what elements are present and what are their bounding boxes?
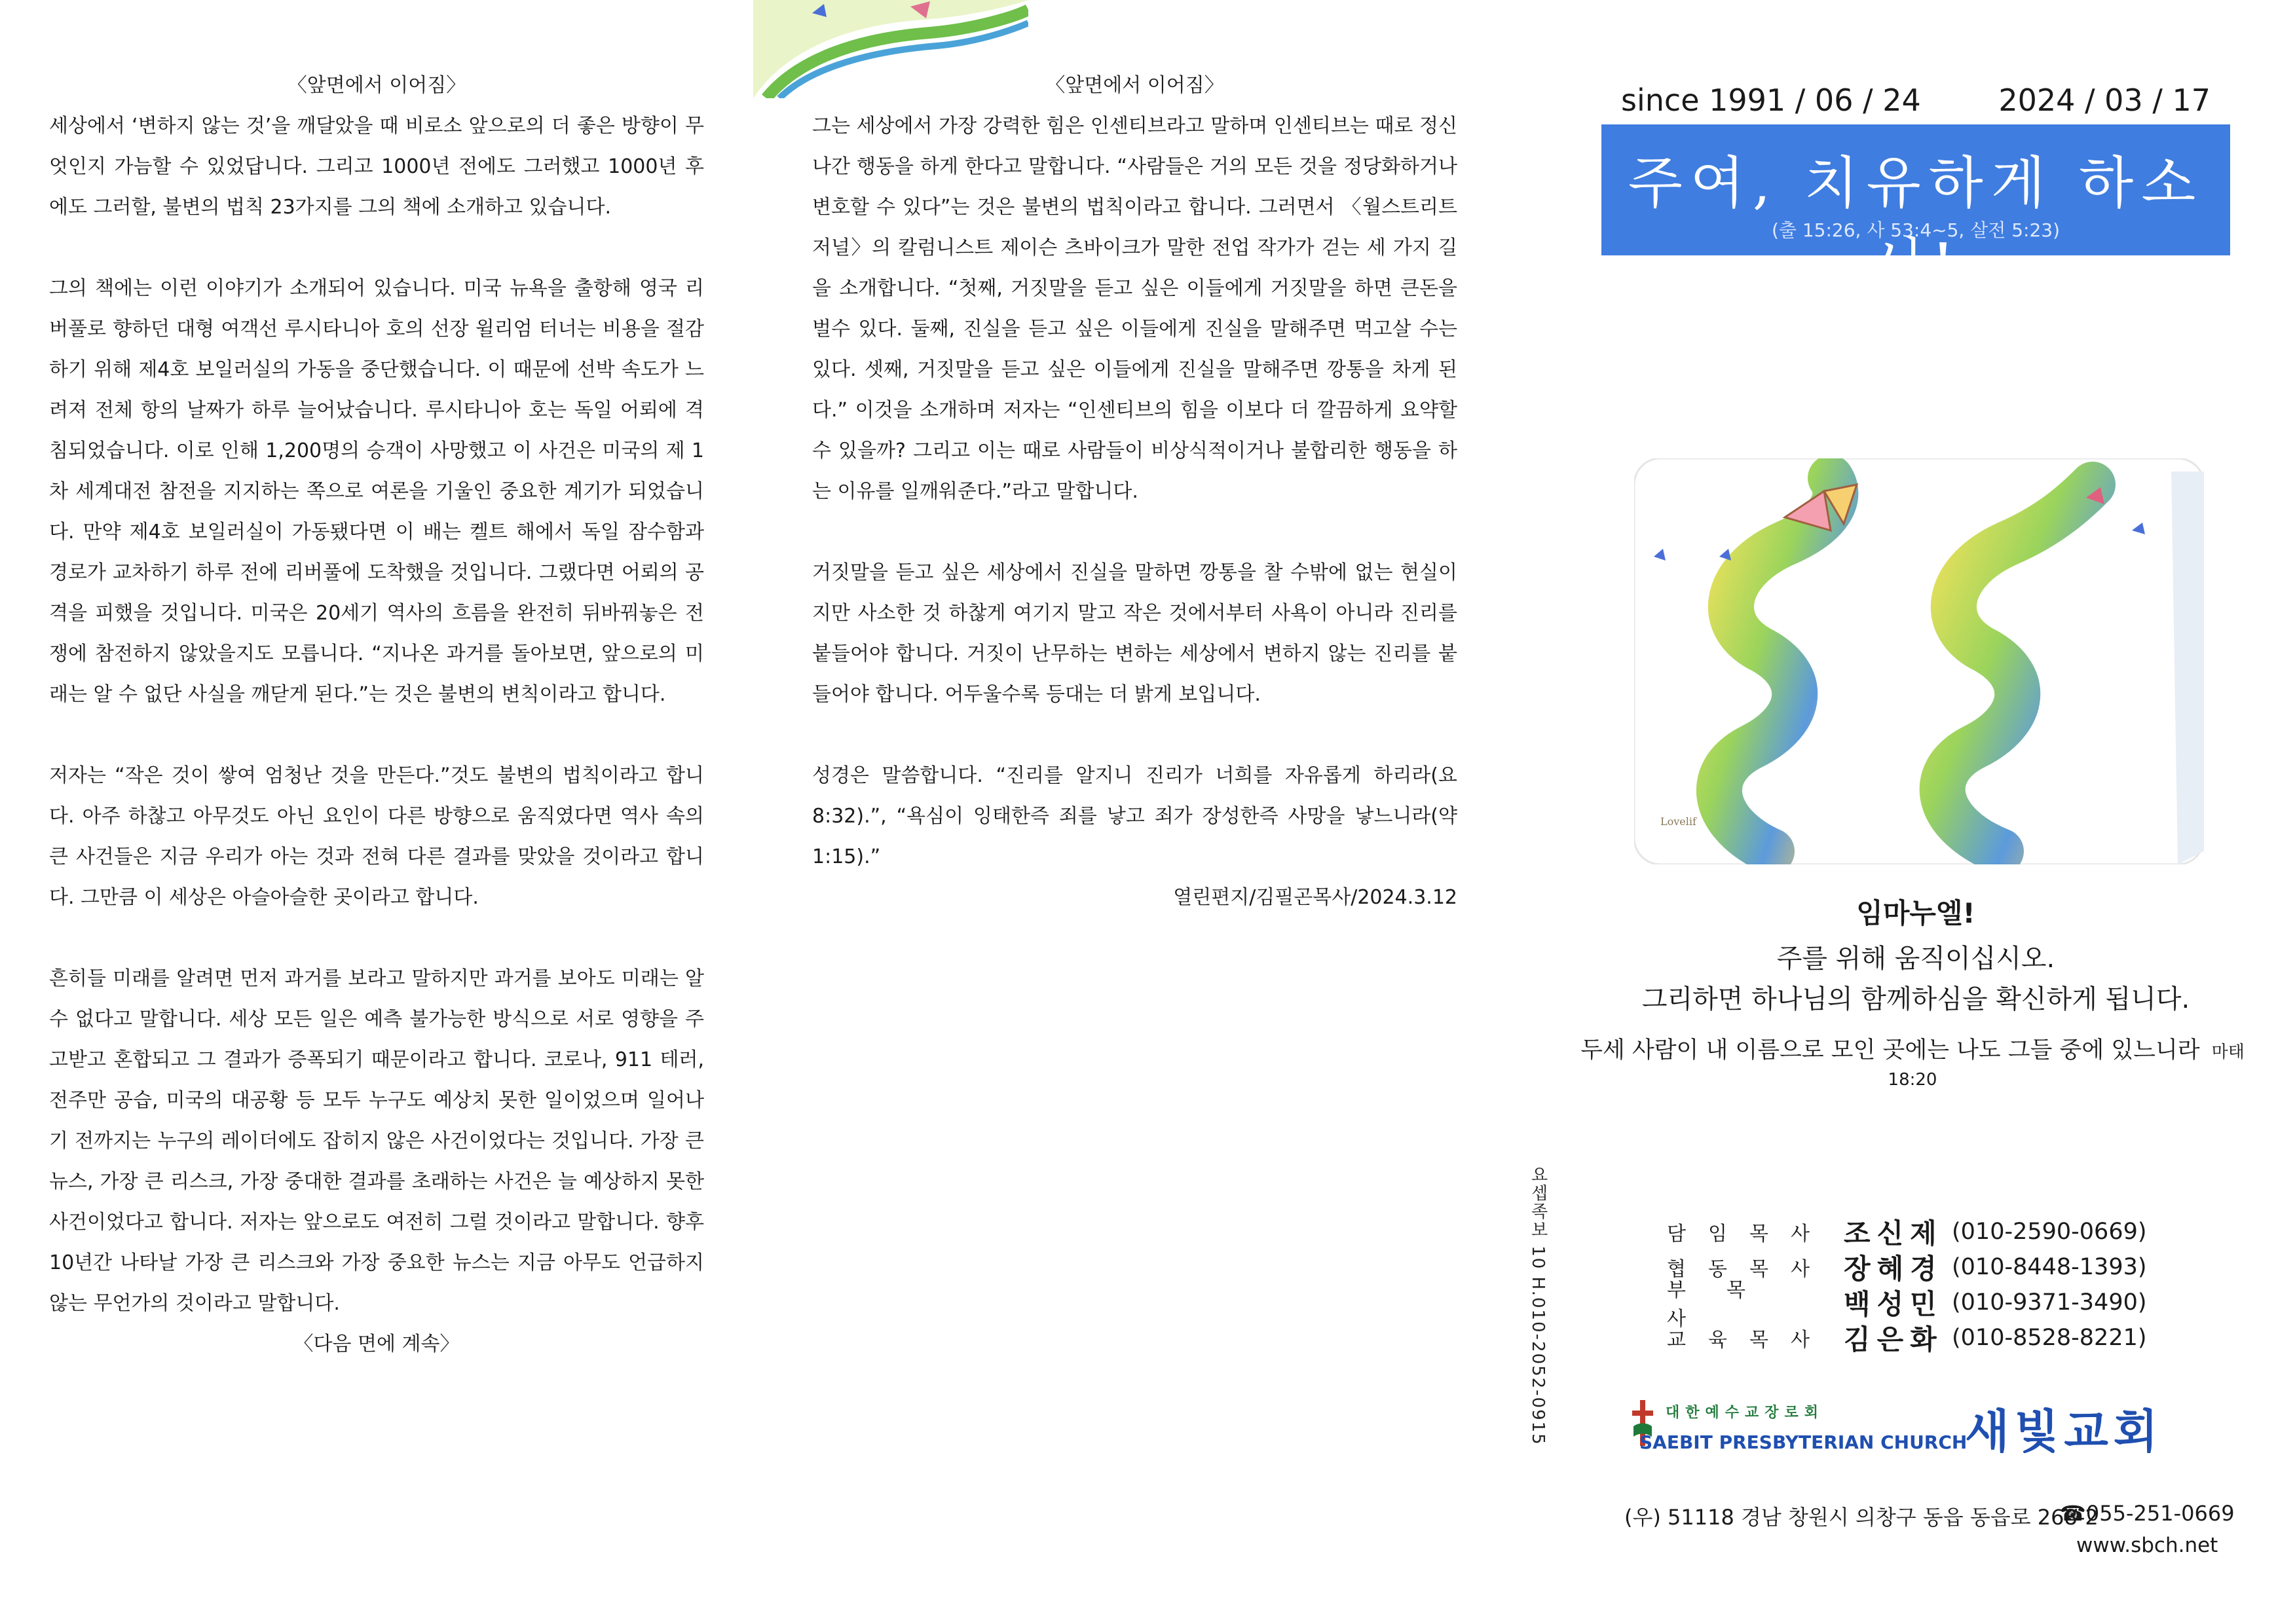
staff-list: [1667, 1214, 2147, 1356]
staff-role: 교육목사: [1667, 1329, 1832, 1352]
verse-text: 두세 사람이 내 이름으로 모인 곳에는 나도 그들 중에 있느니라: [1580, 1037, 2200, 1063]
church-name: 새빛교회: [1965, 1405, 2163, 1458]
paragraph: 그는 세상에서 가장 강력한 힘은 인센티브라고 말하며 인센티브는 때로 정신 나간 행동을 하게 한다고 말합니다. “사람들은 거의 모든 것을 정당화하거나 변호할 수 있다”는 것은 불변의 법칙이라고 합니다. 그러면서 〈월스트리트저널〉의 칼럼니스트 제이슨 츠바이크가 말한 전업 작가가 걷는 세 가지 길을 소개합니다. “첫째, 거짓말을 듣고 싶은 이들에게 거짓말을 하면 큰돈을 벌수 있다. 둘째, 진실을 듣고 싶은 이들에게 진실을 말해주면 먹고살 수는 있다. 셋째, 거짓말을 듣고 싶은 이들에게 진실을 말해주면 깡통을 차게 된다.” 이것을 소개하며 저자는 “인센티브의 힘을 이보다 더 깔끔하게 요약할 수 있을까? 그리고 이는 때로 사람들이 비상식적이거나 불합리한 행동을 하는 이유를 일깨워준다.”라고 말합니다.: [812, 115, 1457, 503]
left-text-column: [49, 65, 704, 1365]
paragraph: 세상에서 ‘변하지 않는 것’을 깨달았을 때 비로소 앞으로의 더 좋은 방향이 무엇인지 가늠할 수 있었답니다. 그리고 1000년 전에도 그러했고 1000년 후에도 그러할, 불변의 법칙 23가지를 그의 책에 소개하고 있습니다.: [49, 115, 704, 219]
staff-row: [1667, 1320, 2147, 1356]
church-phone: ☎055-251-0669: [2060, 1501, 2235, 1526]
staff-phone: (010-8448-1393): [1952, 1254, 2147, 1280]
paragraph: 그의 책에는 이런 이야기가 소개되어 있습니다. 미국 뉴욕을 출항해 영국 리버풀로 향하던 대형 여객선 루시타니아 호의 선장 윌리엄 터너는 비용을 절감하기 위해 제4호 보일러실의 가동을 중단했습니다. 이 때문에 선박 속도가 느려져 전체 항의 날짜가 하루 늘어났습니다. 루시타니아 호는 독일 어뢰에 격침되었습니다. 이로 인해 1,200명의 승객이 사망했고 이 사건은 미국의 제 1차 세계대전 참전을 지지하는 쪽으로 여론을 기울인 중요한 계기가 되었습니다. 만약 제4호 보일러실이 가동됐다면 이 배는 켈트 해에서 독일 잠수함과 경로가 교차하기 하루 전에 리버풀에 도착했을 것입니다. 그랬다면 어뢰의 공격을 피했을 것입니다. 미국은 20세기 역사의 흐름을 완전히 뒤바꿔놓은 전쟁에 참전하지 않았을지도 모릅니다. “지나온 과거를 돌아보면, 앞으로의 미래는 알 수 없단 사실을 깨닫게 된다.”는 것은 불변의 변칙이라고 합니다.: [49, 277, 704, 706]
staff-name: 장혜경: [1844, 1253, 1943, 1285]
immanuel-heading: 임마누엘!: [1856, 897, 1975, 929]
paragraph: 거짓말을 듣고 싶은 세상에서 진실을 말하면 깡통을 찰 수밖에 없는 현실이지만 사소한 것 하찮게 여기지 말고 작은 것에서부터 사욕이 아니라 진리를 붙들어야 합니다. 거짓이 난무하는 변하는 세상에서 변하지 않는 진리를 붙들어야 합니다. 어두울수록 등대는 더 밝게 보입니다.: [812, 561, 1457, 706]
verse-line: 그리하면 하나님의 함께하심을 확신하게 됩니다.: [1641, 984, 2190, 1014]
church-website: www.sbch.net: [2076, 1534, 2218, 1557]
title-banner: [1601, 124, 2230, 297]
paragraph: 흔히들 미래를 알려면 먼저 과거를 보라고 말하지만 과거를 보아도 미래는 알 수 없다고 말합니다. 세상 모든 일은 예측 불가능한 방식으로 서로 영향을 주고받고 혼합되고 그 결과가 증폭되기 때문이라고 합니다. 코로나, 911 테러, 전주만 공습, 미국의 대공황 등 모두 누구도 예상치 못한 일이었으며 일어나기 전까지는 누구의 레이더에도 잡히지 않은 사건이었다는 것입니다. 가장 큰 뉴스, 가장 큰 리스크, 가장 중대한 결과를 초래하는 사건은 늘 예상하지 못한 사건이었다고 합니다. 저자는 앞으로도 여전히 그럴 것이라고 말합니다. 향후 10년간 나타날 가장 큰 리스크와 가장 중요한 뉴스는 지금 아무도 언급하지 않는 무언가의 것이라고 말합니다.: [49, 967, 704, 1315]
paragraph: 성경은 말씀합니다. “진리를 알지니 진리가 너희를 자유롭게 하리라(요8:32).”, “욕심이 잉태한즉 죄를 낳고 죄가 장성한즉 사망을 낳느니라(약1:15).”: [812, 764, 1457, 868]
church-address: (우) 51118 경남 창원시 의창구 동읍 동읍로 268-2: [1624, 1505, 2099, 1530]
date-header: [1601, 72, 2230, 128]
illustration-signature: Lovelif: [1660, 815, 1696, 828]
staff-role: 담임목사: [1667, 1223, 1832, 1246]
staff-name: 백성민: [1844, 1288, 1943, 1320]
continued-to-label: 〈다음 면에 계속〉: [293, 1333, 460, 1356]
staff-row: [1667, 1214, 2147, 1249]
church-denomination: 대한예수교장로회: [1666, 1405, 1825, 1421]
continued-from-label: 〈앞면에서 이어짐〉: [287, 74, 466, 97]
middle-text-column: [812, 65, 1457, 918]
continued-from-label: 〈앞면에서 이어짐〉: [1045, 74, 1224, 97]
issue-date: 2024 / 03 / 17: [1998, 83, 2211, 118]
paragraph: 저자는 “작은 것이 쌓여 엄청난 것을 만든다.”것도 불변의 법칙이라고 합니다. 아주 하찮고 아무것도 아닌 요인이 다른 방향으로 움직였다면 역사 속의 큰 사건들은 지금 우리가 아는 것과 전혀 다른 결과를 맞았을 것이라고 합니다. 그만큼 이 세상은 아슬아슬한 곳이라고 합니다.: [49, 764, 704, 909]
staff-phone: (010-9371-3490): [1952, 1289, 2147, 1316]
scripture-verse: [1572, 1032, 2253, 1091]
verse-reference: 마태 18:20: [1888, 1043, 2245, 1090]
staff-phone: (010-2590-0669): [1952, 1219, 2147, 1245]
since-date: since 1991 / 06 / 24: [1621, 83, 1921, 118]
staff-role: 부목사: [1667, 1279, 1786, 1331]
vertical-print-info: 요셉족보 10 H.010-2052-0915: [1528, 1166, 1548, 1446]
church-english-name: SAEBIT PRESBYTERIAN CHURCH: [1639, 1431, 1968, 1453]
staff-row: [1667, 1279, 2147, 1331]
staff-phone: (010-8528-8221): [1952, 1325, 2147, 1351]
author-signature: 열린편지/김필곤목사/2024.3.12: [1173, 886, 1457, 909]
verse-line: 주를 위해 움직이십시오.: [1776, 944, 2055, 974]
banner-scripture-refs: (출 15:26, 사 53:4~5, 살전 5:23): [1771, 219, 2061, 241]
staff-name: 김은화: [1844, 1323, 1943, 1356]
banner-title: 주여, 치유하게 하소서!: [1628, 151, 2204, 297]
staff-role: 협동목사: [1667, 1258, 1832, 1281]
butterfly-swirl-illustration: [1634, 458, 2204, 864]
staff-name: 조신제: [1844, 1217, 1943, 1249]
